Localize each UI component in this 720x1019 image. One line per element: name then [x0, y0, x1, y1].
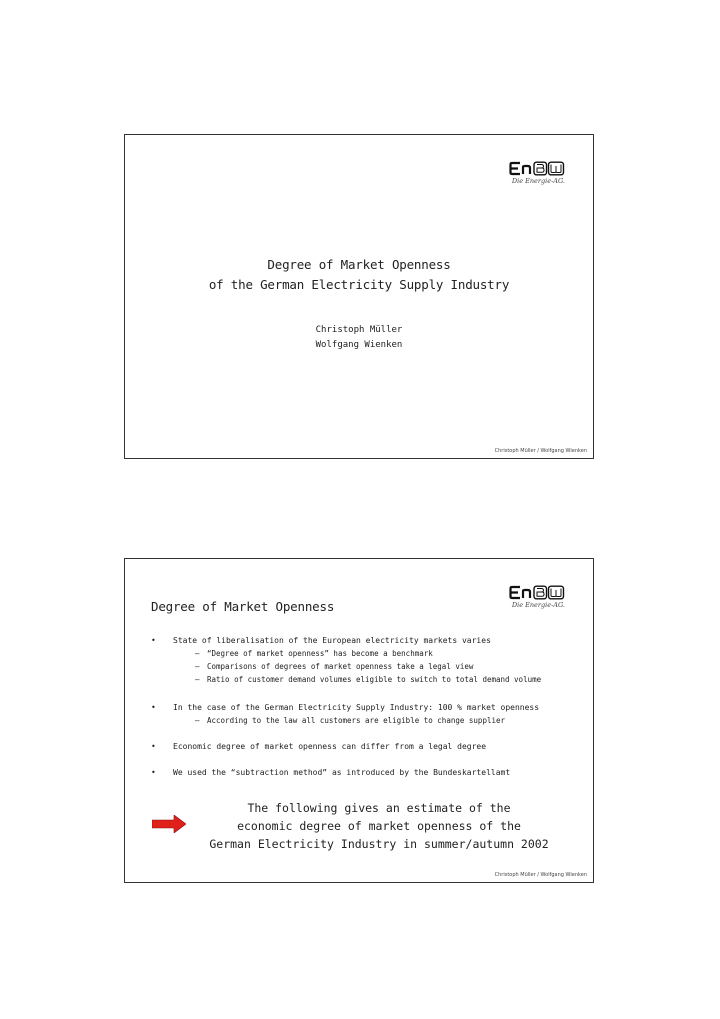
authors: [125, 323, 593, 353]
spacer: [151, 753, 581, 767]
logo-tagline: Die Energie-AG.: [511, 601, 565, 609]
bullet-icon: •: [151, 703, 156, 712]
slide-footer: Christoph Müller / Wolfgang Wienken: [494, 448, 587, 454]
sub-bullet-list: [173, 714, 581, 727]
author-1: Christoph Müller: [315, 325, 403, 335]
dash-icon: –: [195, 675, 200, 684]
bullet-text: Economic degree of market openness can differ from a legal degree: [173, 742, 487, 751]
enbw-logo: [495, 585, 565, 609]
bullet-item: [151, 702, 581, 727]
sub-bullet-list: [173, 647, 581, 686]
bullet-icon: •: [151, 636, 156, 645]
slide-title: Degree of Market Openness: [151, 599, 335, 614]
emphasis-line-1: The following gives an estimate of the: [247, 801, 511, 815]
emphasis-line-3: German Electricity Industry in summer/autumn 2002: [209, 837, 549, 851]
bullet-text: In the case of the German Electricity Supply Industry: 100 % market openness: [173, 703, 540, 712]
spacer: [151, 727, 581, 741]
sub-bullet-item: [173, 660, 581, 673]
bullet-text: We used the “subtraction method” as introduced by the Bundeskartellamt: [173, 768, 511, 777]
sub-bullet-item: [173, 647, 581, 660]
bullet-icon: •: [151, 742, 156, 751]
bullet-list: [151, 635, 581, 779]
bullet-item: [151, 741, 581, 753]
sub-bullet-text: Comparisons of degrees of market openness take a legal view: [207, 662, 474, 671]
sub-bullet-text: “Degree of market openness” has become a benchmark: [207, 649, 433, 658]
sub-bullet-text: Ratio of customer demand volumes eligible to switch to total demand volume: [207, 675, 542, 684]
emphasis-line-2: economic degree of market openness of the: [237, 819, 521, 833]
slide-footer: Christoph Müller / Wolfgang Wienken: [494, 872, 587, 878]
sub-bullet-item: [173, 714, 581, 727]
dash-icon: –: [195, 662, 200, 671]
enbw-logo-mark: [509, 585, 565, 600]
dash-icon: –: [195, 649, 200, 658]
emphasis-statement: [165, 799, 593, 853]
presentation-title: [125, 255, 593, 295]
bullet-item: [151, 767, 581, 779]
title-line-1: Degree of Market Openness: [267, 257, 451, 272]
title-line-2: of the German Electricity Supply Industry: [208, 277, 510, 292]
logo-tagline: Die Energie-AG.: [511, 177, 565, 185]
sub-bullet-item: [173, 673, 581, 686]
enbw-logo: [495, 161, 565, 185]
title-slide: [124, 134, 594, 459]
bullet-icon: •: [151, 768, 156, 777]
enbw-logo-mark: [509, 161, 565, 176]
bullet-item: [151, 635, 581, 686]
sub-bullet-text: According to the law all customers are eligible to change supplier: [207, 716, 506, 725]
author-2: Wolfgang Wienken: [315, 340, 403, 350]
dash-icon: –: [195, 716, 200, 725]
content-slide: [124, 558, 594, 883]
spacer: [151, 686, 581, 702]
bullet-text: State of liberalisation of the European electricity markets varies: [173, 636, 491, 645]
